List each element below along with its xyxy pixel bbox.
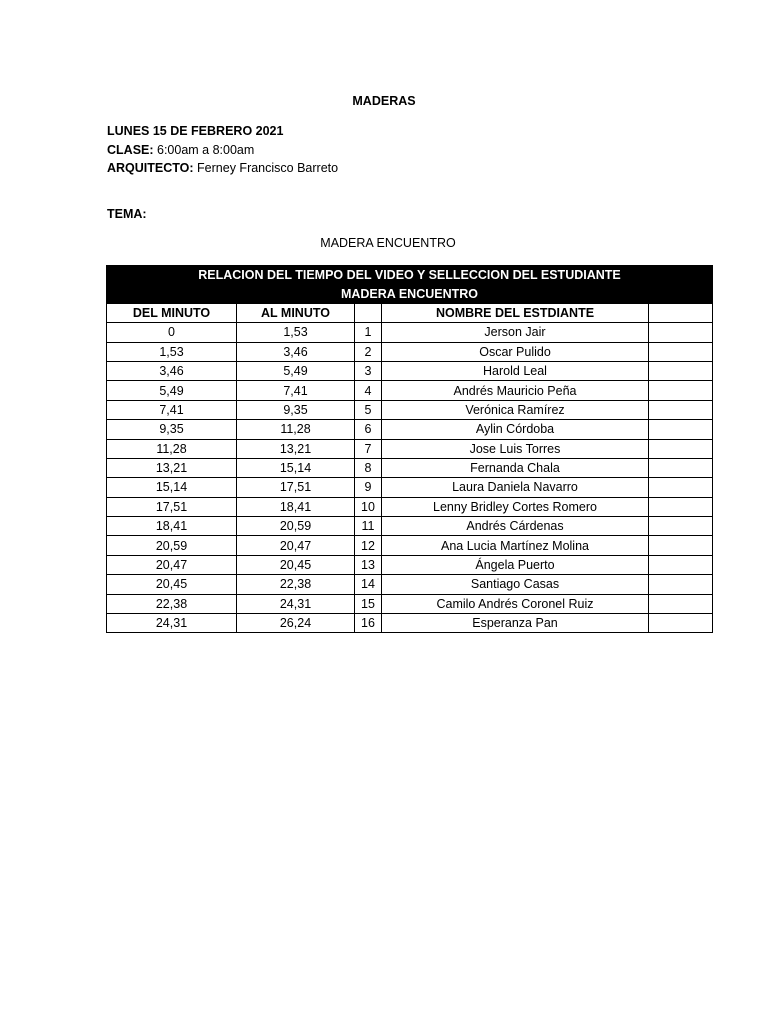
cell-al-minuto: 9,35	[237, 400, 355, 419]
cell-al-minuto: 24,31	[237, 594, 355, 613]
clase-value: 6:00am a 8:00am	[153, 142, 255, 157]
cell-al-minuto: 18,41	[237, 497, 355, 516]
table-row	[107, 381, 713, 400]
table-title-row-1	[107, 266, 713, 285]
cell-nombre: Oscar Pulido	[382, 342, 649, 361]
header-block	[107, 122, 338, 178]
clase-label: CLASE:	[107, 142, 154, 157]
cell-number: 16	[355, 614, 382, 633]
table-row	[107, 517, 713, 536]
cell-al-minuto: 20,47	[237, 536, 355, 555]
cell-number: 12	[355, 536, 382, 555]
arquitecto-line	[107, 159, 338, 178]
cell-number: 10	[355, 497, 382, 516]
cell-number: 13	[355, 555, 382, 574]
cell-nombre: Verónica Ramírez	[382, 400, 649, 419]
table-row	[107, 439, 713, 458]
table-row	[107, 614, 713, 633]
table-row	[107, 420, 713, 439]
cell-number: 9	[355, 478, 382, 497]
cell-nombre: Andrés Mauricio Peña	[382, 381, 649, 400]
student-time-table	[106, 265, 713, 633]
header-del-minuto: DEL MINUTO	[107, 303, 237, 322]
table-row	[107, 400, 713, 419]
cell-del-minuto: 3,46	[107, 361, 237, 380]
cell-al-minuto: 26,24	[237, 614, 355, 633]
table-row	[107, 342, 713, 361]
cell-del-minuto: 1,53	[107, 342, 237, 361]
table-row	[107, 323, 713, 342]
cell-al-minuto: 5,49	[237, 361, 355, 380]
cell-number: 6	[355, 420, 382, 439]
cell-extra	[649, 381, 713, 400]
cell-del-minuto: 20,45	[107, 575, 237, 594]
header-al-minuto: AL MINUTO	[237, 303, 355, 322]
cell-number: 2	[355, 342, 382, 361]
table-row	[107, 497, 713, 516]
cell-number: 14	[355, 575, 382, 594]
cell-al-minuto: 11,28	[237, 420, 355, 439]
tema-label: TEMA:	[107, 207, 147, 221]
cell-extra	[649, 575, 713, 594]
cell-number: 8	[355, 458, 382, 477]
cell-nombre: Lenny Bridley Cortes Romero	[382, 497, 649, 516]
arquitecto-label: ARQUITECTO:	[107, 161, 194, 175]
cell-del-minuto: 17,51	[107, 497, 237, 516]
cell-extra	[649, 594, 713, 613]
table-title-line-1: RELACION DEL TIEMPO DEL VIDEO Y SELLECCION DEL ESTUDIANTE	[107, 266, 713, 285]
cell-nombre: Ana Lucia Martínez Molina	[382, 536, 649, 555]
cell-del-minuto: 24,31	[107, 614, 237, 633]
cell-extra	[649, 517, 713, 536]
cell-extra	[649, 361, 713, 380]
cell-extra	[649, 420, 713, 439]
cell-nombre: Andrés Cárdenas	[382, 517, 649, 536]
cell-number: 3	[355, 361, 382, 380]
cell-del-minuto: 9,35	[107, 420, 237, 439]
column-header-row	[107, 303, 713, 322]
cell-al-minuto: 3,46	[237, 342, 355, 361]
subtitle: MADERA ENCUENTRO	[320, 236, 456, 250]
table-row	[107, 555, 713, 574]
subtitle-wrap	[0, 236, 768, 250]
date-line	[107, 122, 338, 141]
date-text: LUNES 15 DE FEBRERO 2021	[107, 124, 284, 138]
cell-del-minuto: 15,14	[107, 478, 237, 497]
cell-nombre: Jose Luis Torres	[382, 439, 649, 458]
table-title-line-2: MADERA ENCUENTRO	[107, 284, 713, 303]
cell-nombre: Santiago Casas	[382, 575, 649, 594]
cell-extra	[649, 614, 713, 633]
cell-number: 15	[355, 594, 382, 613]
cell-del-minuto: 18,41	[107, 517, 237, 536]
table-row	[107, 361, 713, 380]
cell-al-minuto: 20,45	[237, 555, 355, 574]
cell-nombre: Harold Leal	[382, 361, 649, 380]
cell-del-minuto: 5,49	[107, 381, 237, 400]
cell-extra	[649, 458, 713, 477]
clase-line	[107, 141, 338, 160]
cell-al-minuto: 7,41	[237, 381, 355, 400]
table-row	[107, 594, 713, 613]
cell-extra	[649, 342, 713, 361]
cell-extra	[649, 497, 713, 516]
header-nombre: NOMBRE DEL ESTDIANTE	[382, 303, 649, 322]
cell-nombre: Esperanza Pan	[382, 614, 649, 633]
table-row	[107, 536, 713, 555]
cell-extra	[649, 555, 713, 574]
cell-extra	[649, 323, 713, 342]
table-row	[107, 478, 713, 497]
cell-nombre: Ángela Puerto	[382, 555, 649, 574]
cell-al-minuto: 15,14	[237, 458, 355, 477]
header-extra	[649, 303, 713, 322]
cell-nombre: Aylin Córdoba	[382, 420, 649, 439]
cell-number: 4	[355, 381, 382, 400]
cell-al-minuto: 17,51	[237, 478, 355, 497]
cell-al-minuto: 20,59	[237, 517, 355, 536]
cell-extra	[649, 400, 713, 419]
cell-del-minuto: 11,28	[107, 439, 237, 458]
cell-nombre: Laura Daniela Navarro	[382, 478, 649, 497]
cell-extra	[649, 536, 713, 555]
document-title: MADERAS	[352, 94, 416, 108]
table-row	[107, 458, 713, 477]
cell-al-minuto: 22,38	[237, 575, 355, 594]
table-body	[107, 323, 713, 633]
cell-del-minuto: 13,21	[107, 458, 237, 477]
cell-nombre: Camilo Andrés Coronel Ruiz	[382, 594, 649, 613]
header-number	[355, 303, 382, 322]
cell-number: 5	[355, 400, 382, 419]
cell-del-minuto: 7,41	[107, 400, 237, 419]
cell-nombre: Jerson Jair	[382, 323, 649, 342]
arquitecto-value: Ferney Francisco Barreto	[193, 161, 339, 175]
cell-number: 7	[355, 439, 382, 458]
cell-al-minuto: 1,53	[237, 323, 355, 342]
table-title-row-2	[107, 284, 713, 303]
cell-del-minuto: 0	[107, 323, 237, 342]
cell-number: 1	[355, 323, 382, 342]
cell-del-minuto: 22,38	[107, 594, 237, 613]
cell-al-minuto: 13,21	[237, 439, 355, 458]
table-row	[107, 575, 713, 594]
cell-nombre: Fernanda Chala	[382, 458, 649, 477]
cell-number: 11	[355, 517, 382, 536]
cell-extra	[649, 478, 713, 497]
cell-extra	[649, 439, 713, 458]
cell-del-minuto: 20,59	[107, 536, 237, 555]
cell-del-minuto: 20,47	[107, 555, 237, 574]
